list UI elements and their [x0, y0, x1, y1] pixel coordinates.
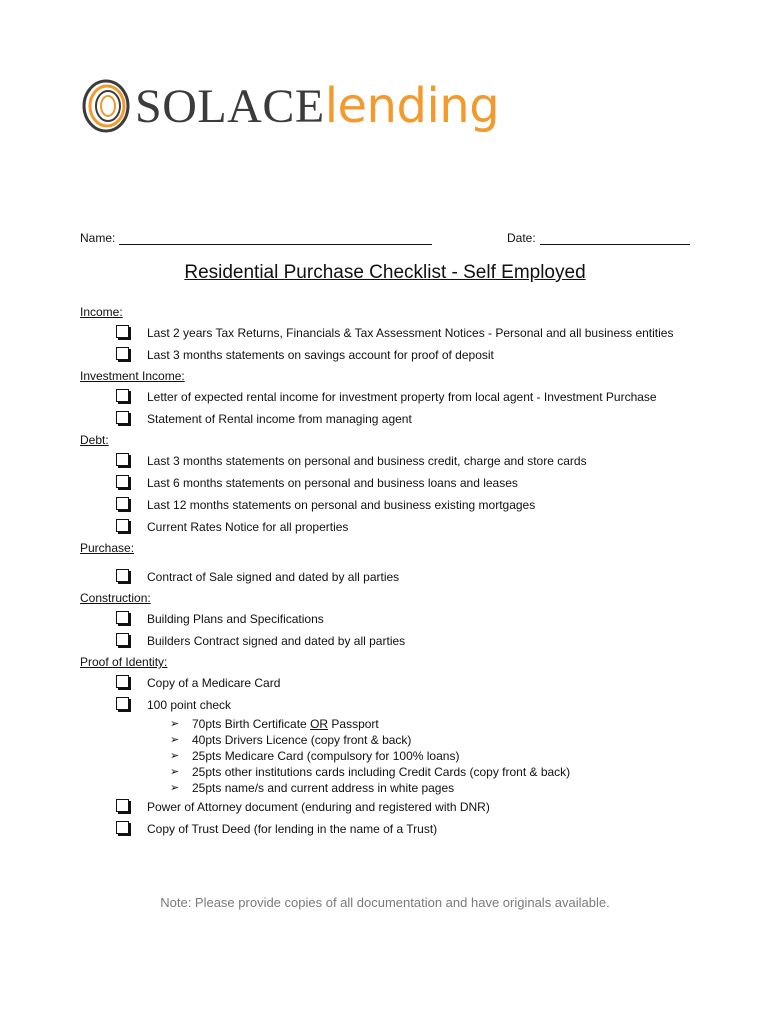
checkbox-icon[interactable] — [116, 633, 129, 646]
point-text: 25pts Medicare Card (compulsory for 100% loans) — [192, 749, 460, 763]
checkbox-icon[interactable] — [116, 675, 129, 688]
arrow-bullet-icon: ➢ — [170, 718, 180, 730]
name-input-line[interactable] — [119, 232, 432, 245]
checklist-item[interactable] — [80, 344, 720, 366]
item-text: Last 2 years Tax Returns, Financials & Tax Assessment Notices - Personal and all business entities — [147, 326, 674, 340]
logo-solace-text: SOLACE — [135, 80, 325, 133]
checklist-item[interactable] — [80, 408, 720, 430]
section-debt-heading: Debt: — [80, 433, 109, 447]
item-text: Letter of expected rental income for investment property from local agent - Investment Purchase — [147, 390, 657, 404]
checklist-item[interactable] — [80, 608, 720, 630]
item-text: Copy of Trust Deed (for lending in the name of a Trust) — [147, 822, 438, 836]
date-label: Date: — [507, 231, 536, 245]
item-text: Last 6 months statements on personal and business loans and leases — [147, 476, 518, 490]
logo-lending-text: lending — [324, 78, 500, 134]
checkbox-icon[interactable] — [116, 497, 129, 510]
point-or-text: OR — [310, 717, 329, 731]
page-title: Residential Purchase Checklist - Self Employed — [184, 262, 586, 283]
checklist-item[interactable] — [80, 818, 720, 840]
list-item — [80, 764, 720, 780]
checklist-item[interactable] — [80, 694, 720, 716]
checklist-item[interactable] — [80, 494, 720, 516]
item-text: Building Plans and Specifications — [147, 612, 324, 626]
checkbox-icon[interactable] — [116, 821, 129, 834]
item-text: Last 12 months statements on personal and business existing mortgages — [147, 498, 536, 512]
item-text: Last 3 months statements on personal and business credit, charge and store cards — [147, 454, 587, 468]
checklist-item[interactable] — [80, 322, 720, 344]
checklist-item[interactable] — [80, 386, 720, 408]
arrow-bullet-icon: ➢ — [170, 750, 180, 762]
checklist — [80, 302, 720, 840]
checkbox-icon[interactable] — [116, 411, 129, 424]
points-list — [80, 716, 720, 796]
list-item — [80, 780, 720, 796]
section-construction-heading: Construction: — [80, 591, 151, 605]
point-text: 25pts name/s and current address in white pages — [192, 781, 455, 795]
item-text: Current Rates Notice for all properties — [147, 520, 349, 534]
item-text: Builders Contract signed and dated by all parties — [147, 634, 406, 648]
checkbox-icon[interactable] — [116, 475, 129, 488]
checklist-item[interactable] — [80, 566, 720, 588]
item-text: 100 point check — [147, 698, 232, 712]
logo-ring-icon — [80, 76, 136, 136]
arrow-bullet-icon: ➢ — [170, 766, 180, 778]
date-field[interactable] — [507, 231, 690, 245]
checkbox-icon[interactable] — [116, 697, 129, 710]
item-text: Statement of Rental income from managing agent — [147, 412, 412, 426]
checklist-item[interactable] — [80, 672, 720, 694]
checklist-item[interactable] — [80, 516, 720, 538]
checkbox-icon[interactable] — [116, 325, 129, 338]
checkbox-icon[interactable] — [116, 611, 129, 624]
list-item — [80, 748, 720, 764]
checklist-item[interactable] — [80, 796, 720, 818]
list-item — [80, 716, 720, 732]
section-identity-heading: Proof of Identity: — [80, 655, 168, 669]
footer-note: Note: Please provide copies of all documentation and have originals available. — [160, 895, 610, 910]
section-purchase-heading: Purchase: — [80, 541, 135, 555]
section-investment-heading: Investment Income: — [80, 369, 185, 383]
point-text: 40pts Drivers Licence (copy front & back) — [192, 733, 412, 747]
arrow-bullet-icon: ➢ — [170, 734, 180, 746]
arrow-bullet-icon: ➢ — [170, 782, 180, 794]
item-text: Contract of Sale signed and dated by all parties — [147, 570, 400, 584]
checklist-item[interactable] — [80, 450, 720, 472]
section-income-heading: Income: — [80, 305, 123, 319]
name-field[interactable] — [80, 231, 432, 245]
checkbox-icon[interactable] — [116, 389, 129, 402]
checkbox-icon[interactable] — [116, 569, 129, 582]
date-input-line[interactable] — [540, 232, 690, 245]
list-item — [80, 732, 720, 748]
checklist-item[interactable] — [80, 472, 720, 494]
checklist-item[interactable] — [80, 630, 720, 652]
checkbox-icon[interactable] — [116, 799, 129, 812]
checkbox-icon[interactable] — [116, 453, 129, 466]
point-text: 70pts Birth Certificate — [192, 717, 311, 731]
point-text: 25pts other institutions cards including Credit Cards (copy front & back) — [192, 765, 571, 779]
checkbox-icon[interactable] — [116, 519, 129, 532]
item-text: Last 3 months statements on savings account for proof of deposit — [147, 348, 494, 362]
checkbox-icon[interactable] — [116, 347, 129, 360]
point-text: Passport — [328, 717, 379, 731]
item-text: Power of Attorney document (enduring and registered with DNR) — [147, 800, 490, 814]
name-label: Name: — [80, 231, 116, 245]
item-text: Copy of a Medicare Card — [147, 676, 281, 690]
